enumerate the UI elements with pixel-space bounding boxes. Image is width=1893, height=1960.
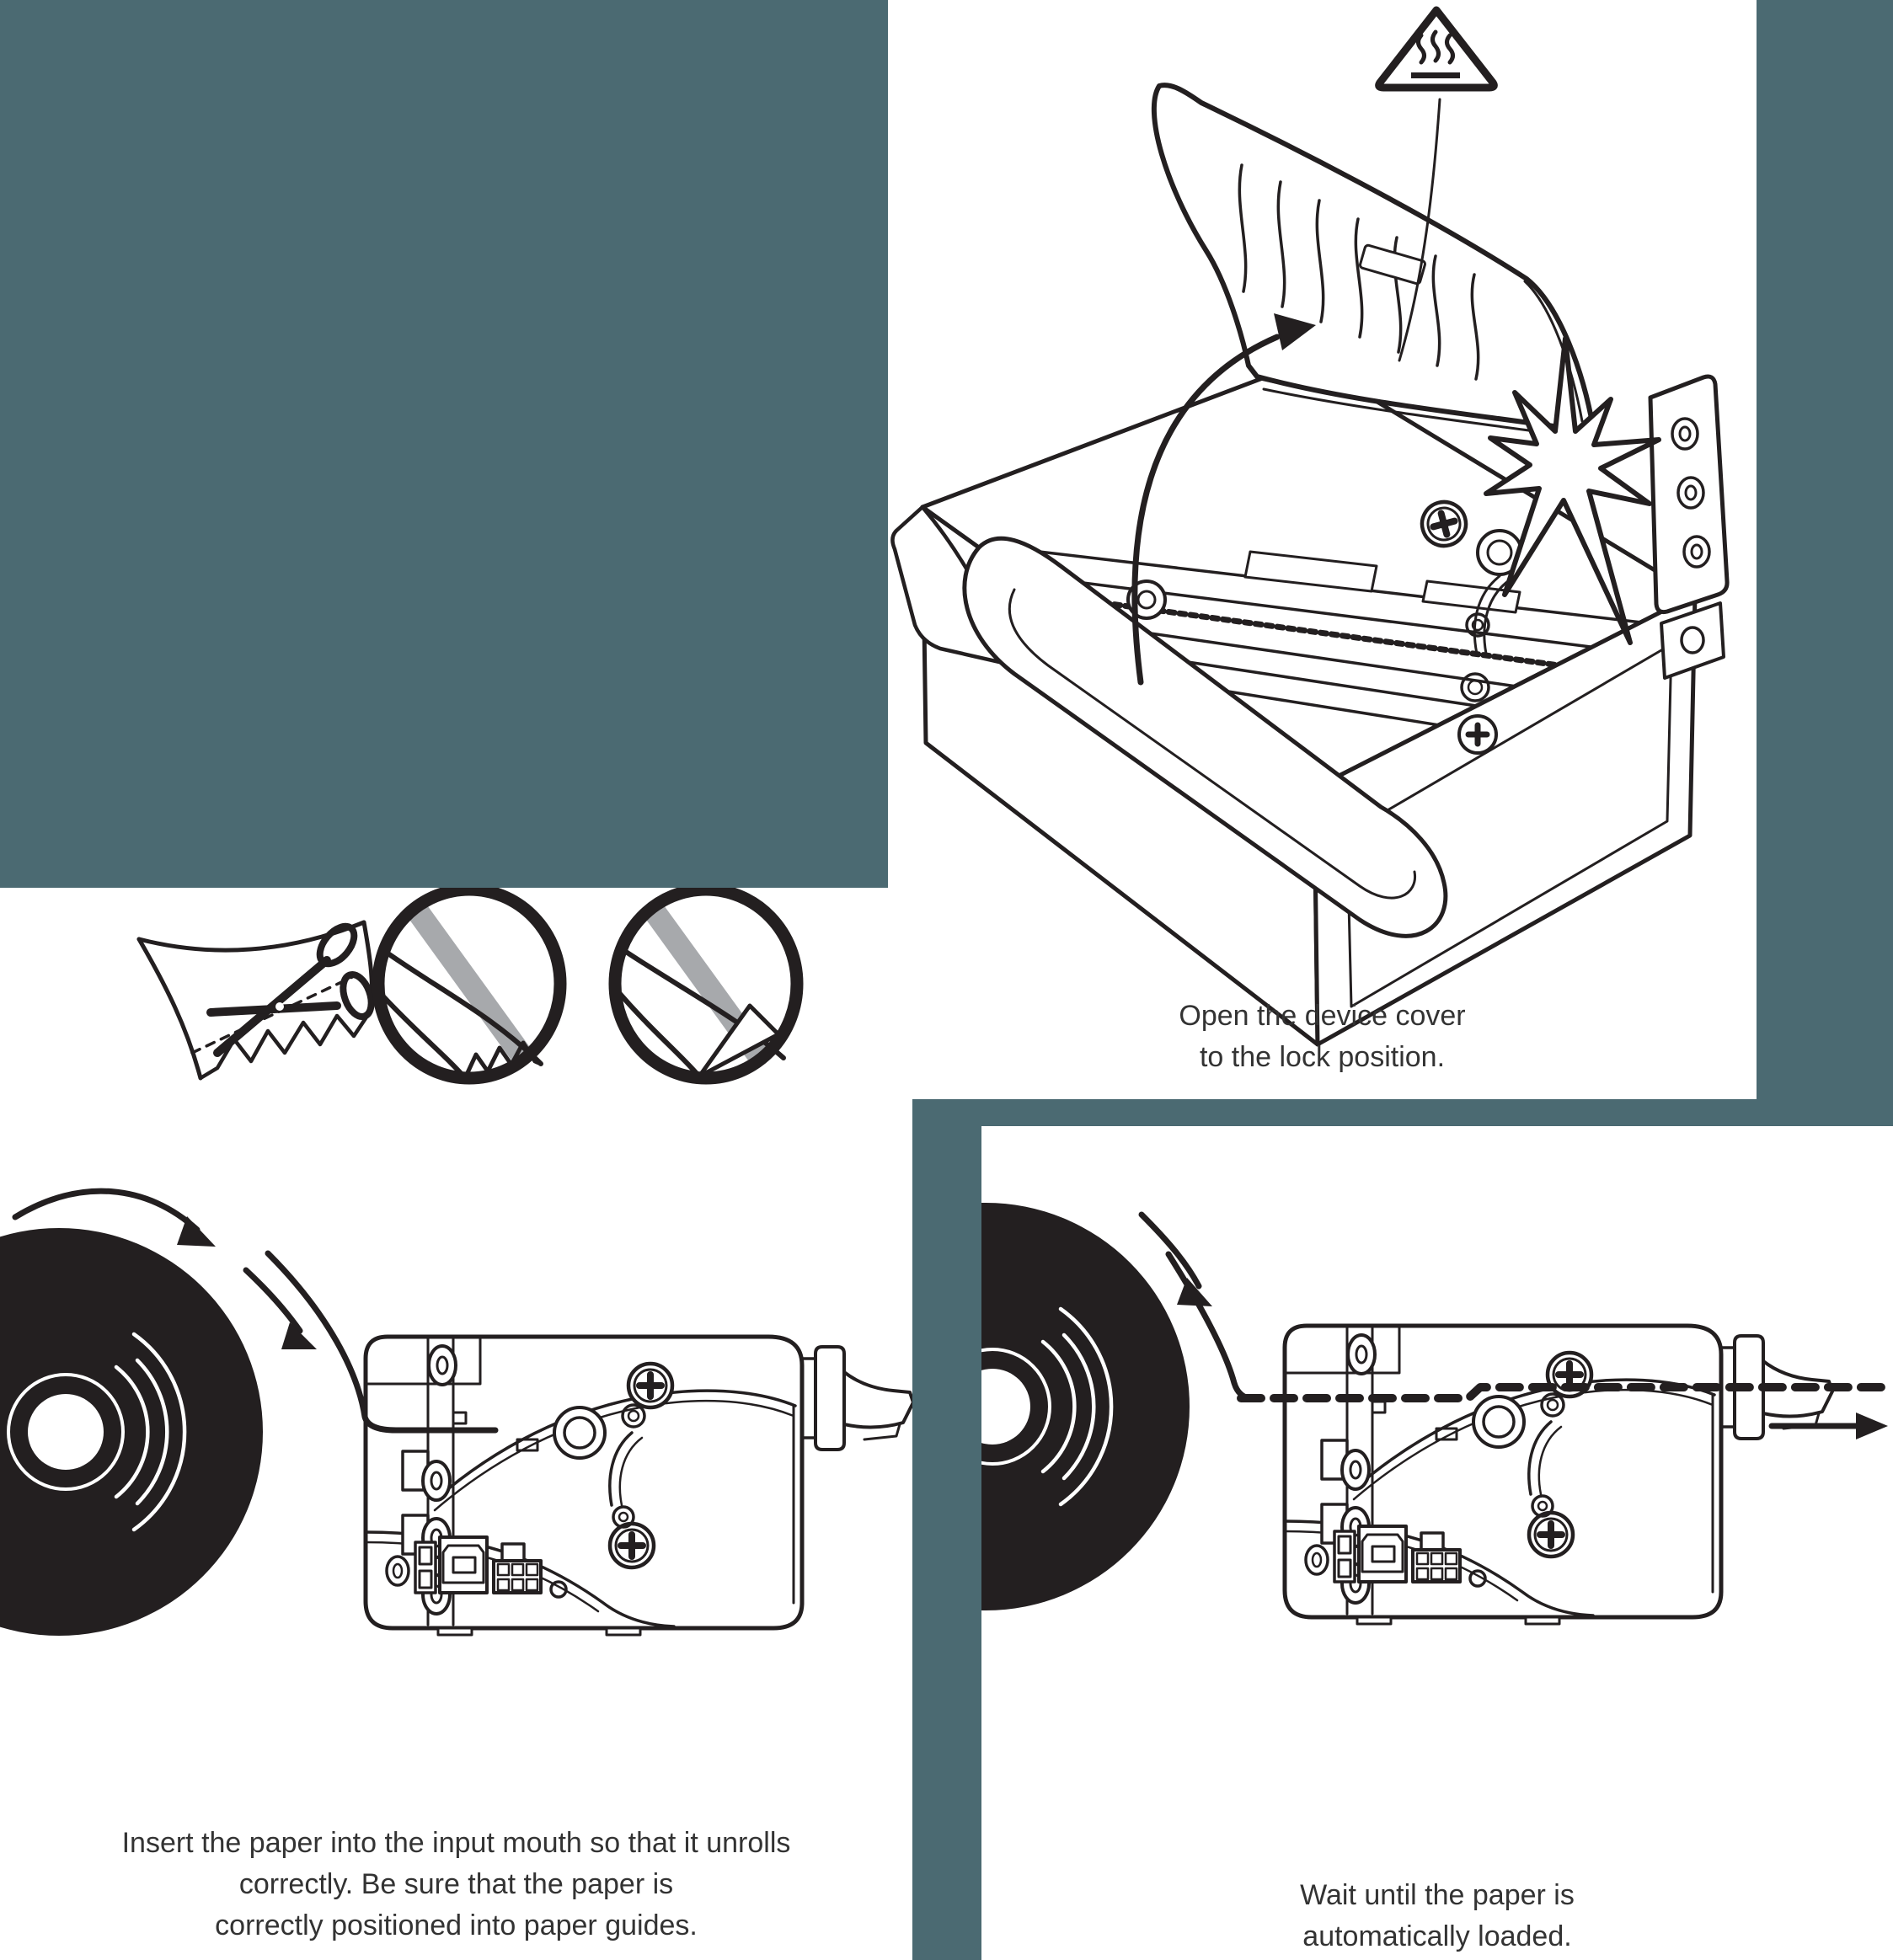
paper-edge-icons	[0, 888, 912, 1098]
wait-loading-caption	[981, 1875, 1893, 1957]
paper-roll	[981, 1203, 1190, 1610]
insert-paper-caption	[0, 1823, 912, 1947]
caption-line: correctly positioned into paper guides.	[215, 1909, 698, 1941]
teal-band-horizontal	[912, 1099, 1893, 1126]
no-folded-edge-icon	[615, 889, 797, 1078]
caption-line: automatically loaded.	[1302, 1920, 1572, 1952]
open-cover-caption	[888, 996, 1757, 1078]
teal-column-right	[1757, 0, 1893, 1126]
scissors-cut-paper-icon	[139, 920, 377, 1078]
insert-paper-illustration	[0, 1162, 912, 1668]
paper-roll	[0, 1228, 263, 1636]
caption-line: to the lock position.	[1199, 1041, 1446, 1073]
teal-block-top-left	[0, 0, 888, 888]
caption-line: correctly. Be sure that the paper is	[238, 1868, 674, 1900]
paper-loading-illustration	[981, 1126, 1893, 1960]
no-ragged-edge-icon	[378, 889, 560, 1078]
hinge-bracket	[1650, 377, 1727, 678]
open-device-cover	[1154, 85, 1594, 438]
open-cover-illustration	[888, 0, 1757, 1099]
teal-strip-vertical	[912, 1099, 981, 1960]
caption-line: Open the device cover	[1179, 1000, 1466, 1032]
caption-line: Insert the paper into the input mouth so that it unrolls	[121, 1827, 791, 1859]
caption-line: Wait until the paper is	[1300, 1879, 1575, 1911]
